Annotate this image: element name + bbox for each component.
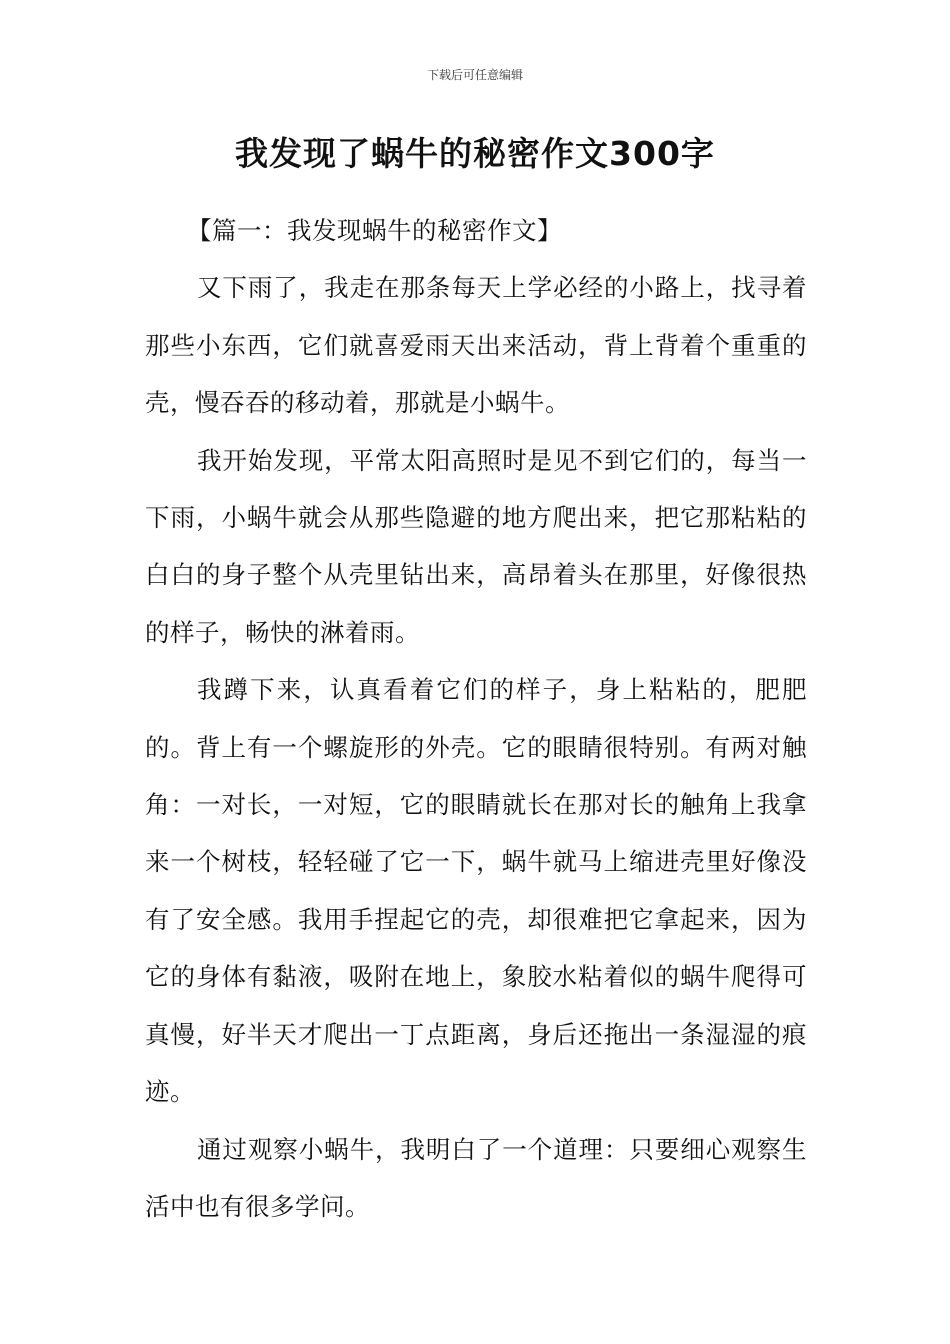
paragraph-4: 通过观察小蜗牛，我明白了一个道理：只要细心观察生活中也有很多学问。 [145,1134,807,1221]
header-note: 下载后可任意编辑 [426,68,523,82]
document-title: 我发现了蜗牛的秘密作文300字 [235,134,715,173]
paragraph-1: 又下雨了，我走在那条每天上学必经的小路上，找寻着那些小东西，它们就喜爱雨天出来活动，背上背着个重重的壳，慢吞吞的移动着，那就是小蜗牛。 [145,273,807,418]
document-body [145,202,807,1235]
paragraph-3: 我蹲下来，认真看着它们的样子，身上粘粘的，肥肥的。背上有一个螺旋形的外壳。它的眼睛很特别。有两对触角：一对长，一对短，它的眼睛就长在那对长的触角上我拿来一个树枝，轻轻碰了它一下，蜗牛就马上缩进壳里好像没有了安全感。我用手捏起它的壳，却很难把它拿起来，因为它的身体有黏液，吸附在地上，象胶水粘着似的蜗牛爬得可真慢，好半天才爬出一丁点距离，身后还拖出一条湿湿的痕迹。 [145,675,807,1107]
section-heading: 【篇一：我发现蜗牛的秘密作文】 [187,216,562,245]
paragraph-2: 我开始发现，平常太阳高照时是见不到它们的，每当一下雨，小蜗牛就会从那些隐避的地方爬出来，把它那粘粘的白白的身子整个从壳里钻出来，高昂着头在那里，好像很热的样子，畅快的淋着雨。 [145,445,807,647]
